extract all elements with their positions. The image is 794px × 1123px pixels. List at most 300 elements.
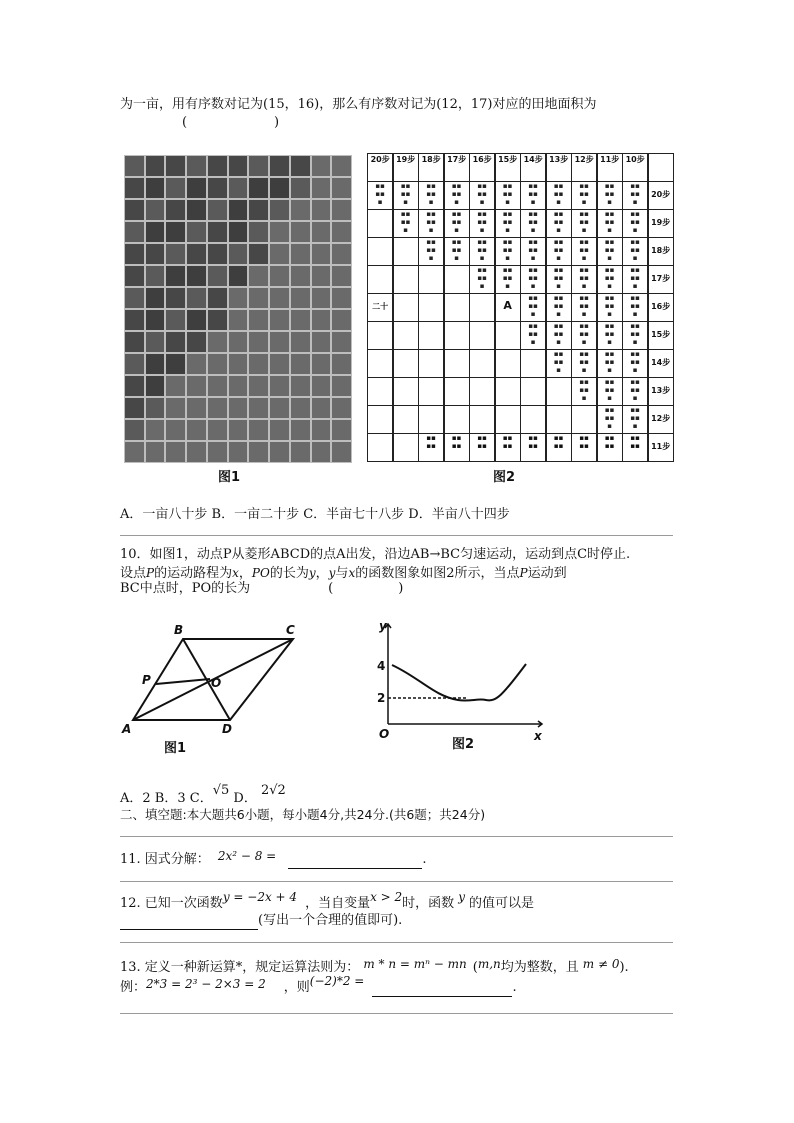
photo-grid-cell [331, 309, 352, 331]
photo-grid-cell [228, 419, 249, 441]
grid-cell: ▪▪ ▪▪ ▪ [393, 209, 419, 238]
photo-grid-cell [228, 287, 249, 309]
photo-grid-cell [165, 199, 186, 221]
label-o: O [211, 676, 222, 690]
grid-cell-twenty: 二十 [367, 293, 393, 322]
q10-fig2-caption: 图2 [452, 737, 475, 752]
grid-cell: ▪▪ ▪▪ ▪ [571, 181, 597, 210]
photo-grid-cell [186, 331, 207, 353]
photo-grid-cell [145, 331, 166, 353]
grid-cell: ▪▪ ▪▪ ▪ [622, 405, 648, 434]
grid-cell: ▪▪ ▪▪ ▪ [495, 209, 521, 238]
photo-grid-cell [331, 199, 352, 221]
q12-line2: (写出一个合理的值即可). [120, 912, 402, 930]
photo-grid-cell [290, 331, 311, 353]
grid-cell [418, 349, 444, 378]
grid-cell: ▪▪ ▪▪ ▪ [469, 181, 495, 210]
photo-grid-cell [331, 177, 352, 199]
function-graph [370, 618, 550, 754]
grid-cell [520, 377, 546, 406]
photo-grid-cell [248, 199, 269, 221]
photo-grid-cell [331, 243, 352, 265]
y-label: y [379, 619, 387, 633]
grid-cell: ▪▪ ▪▪ ▪ [622, 377, 648, 406]
q9-fig1-caption: 图1 [218, 470, 241, 485]
grid-cell: ▪▪ ▪▪ ▪ [622, 237, 648, 266]
photo-grid-cell [207, 419, 228, 441]
photo-grid-cell [186, 441, 207, 463]
photo-grid-cell [311, 265, 332, 287]
tick-2: 2 [377, 691, 386, 705]
photo-grid-cell [165, 177, 186, 199]
grid-cell: ▪▪ ▪▪ ▪ [546, 209, 572, 238]
grid-cell [367, 405, 393, 434]
grid-cell [469, 377, 495, 406]
photo-grid-cell [311, 353, 332, 375]
divider [120, 942, 673, 943]
photo-grid-cell [207, 265, 228, 287]
photo-grid-cell [248, 243, 269, 265]
grid-cell: ▪▪ ▪▪ ▪ [571, 293, 597, 322]
grid-cell: ▪▪ ▪▪ [546, 433, 572, 462]
grid-cell [393, 405, 419, 434]
photo-grid-cell [311, 375, 332, 397]
photo-grid-cell [228, 353, 249, 375]
photo-grid-cell [207, 243, 228, 265]
photo-grid-cell [290, 287, 311, 309]
grid-cell [418, 321, 444, 350]
grid-header-cell: 13步 [546, 153, 572, 182]
photo-grid-cell [186, 287, 207, 309]
photo-grid-cell [228, 441, 249, 463]
grid-cell: ▪▪ ▪▪ [597, 433, 623, 462]
grid-header-cell: 14步 [520, 153, 546, 182]
photo-grid-cell [124, 265, 145, 287]
photo-grid-cell [269, 397, 290, 419]
grid-side-cell: 19步 [648, 209, 674, 238]
label-c: C [286, 623, 295, 637]
grid-cell: ▪▪ ▪▪ ▪ [393, 181, 419, 210]
q10-fig1-caption: 图1 [164, 741, 187, 756]
grid-cell: ▪▪ ▪▪ ▪ [571, 377, 597, 406]
photo-grid-cell [331, 221, 352, 243]
grid-cell [444, 405, 470, 434]
photo-grid-cell [290, 265, 311, 287]
grid-cell: ▪▪ ▪▪ ▪ [546, 181, 572, 210]
grid-cell: ▪▪ ▪▪ ▪ [622, 209, 648, 238]
grid-cell: ▪▪ ▪▪ ▪ [597, 293, 623, 322]
grid-cell: ▪▪ ▪▪ ▪ [571, 265, 597, 294]
photo-grid-cell [165, 397, 186, 419]
q12-answer-blank[interactable] [120, 915, 258, 930]
label-d: D [222, 722, 232, 736]
grid-header-cell: 11步 [597, 153, 623, 182]
photo-grid-cell [311, 397, 332, 419]
photo-grid-cell [311, 441, 332, 463]
grid-cell [393, 237, 419, 266]
photo-grid-cell [248, 375, 269, 397]
grid-cell: ▪▪ ▪▪ ▪ [444, 209, 470, 238]
photo-grid-cell [248, 419, 269, 441]
photo-grid-cell [124, 419, 145, 441]
grid-cell: ▪▪ ▪▪ [469, 433, 495, 462]
photo-grid-cell [248, 397, 269, 419]
photo-grid-cell [165, 309, 186, 331]
grid-cell: ▪▪ ▪▪ ▪ [495, 181, 521, 210]
photo-grid-cell [207, 353, 228, 375]
photo-grid-cell [248, 155, 269, 177]
photo-grid-cell [311, 199, 332, 221]
grid-cell: ▪▪ ▪▪ ▪ [444, 237, 470, 266]
grid-cell: ▪▪ ▪▪ ▪ [597, 209, 623, 238]
photo-grid-cell [290, 397, 311, 419]
photo-grid-cell [145, 397, 166, 419]
photo-grid-cell [248, 353, 269, 375]
photo-grid-cell [331, 353, 352, 375]
photo-grid-cell [145, 221, 166, 243]
grid-cell: ▪▪ ▪▪ [571, 433, 597, 462]
photo-grid-cell [124, 375, 145, 397]
grid-cell: ▪▪ ▪▪ ▪ [571, 209, 597, 238]
grid-header-cell: 17步 [444, 153, 470, 182]
photo-grid-cell [311, 419, 332, 441]
grid-side-cell: 14步 [648, 349, 674, 378]
field-grid-table [367, 153, 673, 461]
grid-cell [520, 405, 546, 434]
photo-grid-cell [331, 419, 352, 441]
q10-line1: 10．如图1，动点P从菱形ABCD的点A出发，沿边AB→BC匀速运动，运动到点C时停止. [120, 547, 631, 562]
grid-cell [367, 377, 393, 406]
grid-cell: ▪▪ ▪▪ ▪ [520, 265, 546, 294]
grid-cell: ▪▪ ▪▪ ▪ [546, 265, 572, 294]
photo-grid-cell [186, 221, 207, 243]
divider [120, 1013, 673, 1014]
grid-cell [444, 293, 470, 322]
photo-grid-cell [145, 287, 166, 309]
grid-cell: ▪▪ ▪▪ ▪ [495, 265, 521, 294]
photo-grid-cell [248, 221, 269, 243]
photo-grid-cell [269, 419, 290, 441]
grid-cell: ▪▪ ▪▪ ▪ [418, 181, 444, 210]
grid-cell: ▪▪ ▪▪ ▪ [597, 321, 623, 350]
section-2-heading: 二、填空题:本大题共6小题，每小题4分,共24分.(共6题；共24分) [120, 807, 486, 822]
grid-cell [393, 265, 419, 294]
grid-side-cell: 12步 [648, 405, 674, 434]
photo-grid-cell [311, 243, 332, 265]
photo-grid-cell [290, 155, 311, 177]
photo-grid-cell [311, 155, 332, 177]
q11-row: 11. 因式分解： 2x² − 8 = . [120, 849, 427, 867]
photo-grid-cell [165, 243, 186, 265]
photo-grid-cell [165, 441, 186, 463]
grid-cell: ▪▪ ▪▪ ▪ [622, 349, 648, 378]
photo-grid-cell [124, 309, 145, 331]
photo-grid-cell [248, 331, 269, 353]
photo-grid-cell [228, 177, 249, 199]
grid-cell [418, 293, 444, 322]
photo-grid-cell [290, 441, 311, 463]
grid-side-cell: 13步 [648, 377, 674, 406]
grid-cell [495, 405, 521, 434]
curve [392, 664, 526, 701]
photo-grid-cell [311, 331, 332, 353]
photo-grid-cell [311, 287, 332, 309]
photo-grid-cell [124, 331, 145, 353]
photo-grid-cell [124, 441, 145, 463]
grid-cell-a: A [495, 293, 521, 322]
photo-grid-cell [145, 243, 166, 265]
photo-grid-cell [290, 419, 311, 441]
photo-grid-cell [228, 331, 249, 353]
photo-grid-cell [269, 221, 290, 243]
photo-grid-cell [228, 221, 249, 243]
photo-grid-cell [269, 265, 290, 287]
grid-cell [495, 349, 521, 378]
grid-cell [367, 237, 393, 266]
grid-cell [444, 265, 470, 294]
photo-grid-cell [124, 397, 145, 419]
photo-grid-cell [331, 287, 352, 309]
label-a: A [122, 722, 132, 736]
q13-answer-blank[interactable] [372, 982, 512, 997]
grid-cell: ▪▪ ▪▪ ▪ [520, 237, 546, 266]
photo-grid-cell [165, 265, 186, 287]
photo-grid-cell [207, 287, 228, 309]
q9-text-line: 为一亩，用有序数对记为(15，16)，那么有序数对记为(12，17)对应的田地面积为 [120, 97, 597, 112]
photo-grid-cell [124, 353, 145, 375]
photo-grid-cell [207, 309, 228, 331]
grid-cell: ▪▪ ▪▪ ▪ [622, 181, 648, 210]
photo-grid-cell [186, 199, 207, 221]
grid-cell [367, 433, 393, 462]
grid-cell [393, 377, 419, 406]
grid-side-cell: 15步 [648, 321, 674, 350]
q13-row: 13. 定义一种新运算*，规定运算法则为： m * n = mⁿ − mn (m,n均为整数，且 m ≠ 0). [120, 957, 629, 975]
photo-grid-cell [165, 375, 186, 397]
grid-cell [546, 405, 572, 434]
photo-grid-cell [290, 375, 311, 397]
grid-cell: ▪▪ ▪▪ ▪ [469, 237, 495, 266]
grid-cell: ▪▪ ▪▪ ▪ [571, 321, 597, 350]
q10-options: A．2 B．3 C．√5 D． 2√2 [120, 783, 286, 806]
grid-cell: ▪▪ ▪▪ ▪ [546, 237, 572, 266]
photo-grid-cell [124, 177, 145, 199]
photo-grid-cell [331, 265, 352, 287]
photo-grid-cell [269, 155, 290, 177]
grid-cell: ▪▪ ▪▪ ▪ [597, 405, 623, 434]
photo-grid-cell [186, 375, 207, 397]
photo-grid-cell [207, 221, 228, 243]
grid-header-cell: 16步 [469, 153, 495, 182]
photo-grid-cell [269, 177, 290, 199]
photo-grid-cell [269, 331, 290, 353]
photo-grid-cell [331, 375, 352, 397]
q10-line3: BC中点时，PO的长为 ( ) [120, 581, 404, 596]
photo-grid-cell [124, 155, 145, 177]
grid-side-cell: 11步 [648, 433, 674, 462]
photo-grid-cell [228, 243, 249, 265]
grid-cell [393, 321, 419, 350]
photo-grid-cell [228, 199, 249, 221]
grid-cell [571, 405, 597, 434]
photo-grid-cell [228, 155, 249, 177]
photo-grid-cell [124, 221, 145, 243]
grid-cell: ▪▪ ▪▪ ▪ [622, 321, 648, 350]
photo-grid-cell [290, 243, 311, 265]
photo-grid-cell [290, 221, 311, 243]
grid-cell: ▪▪ ▪▪ ▪ [571, 349, 597, 378]
photo-grid-cell [269, 287, 290, 309]
grid-cell: ▪▪ ▪▪ ▪ [469, 265, 495, 294]
grid-cell: ▪▪ ▪▪ ▪ [418, 209, 444, 238]
q12-row: 12. 已知一次函数y = −2x + 4 ，当自变量x > 2时，函数 y 的值可以是 [120, 890, 534, 911]
photo-grid-cell [145, 309, 166, 331]
grid-cell [444, 377, 470, 406]
grid-cell [495, 321, 521, 350]
grid-cell: ▪▪ ▪▪ ▪ [520, 293, 546, 322]
grid-cell: ▪▪ ▪▪ [520, 433, 546, 462]
grid-cell: ▪▪ ▪▪ ▪ [571, 237, 597, 266]
photo-grid-cell [145, 375, 166, 397]
photo-grid-cell [228, 375, 249, 397]
q9-options: A．一亩八十步 B．一亩二十步 C．半亩七十八步 D．半亩八十四步 [120, 507, 510, 522]
photo-grid-cell [248, 309, 269, 331]
grid-cell: ▪▪ ▪▪ ▪ [418, 237, 444, 266]
photo-grid-cell [228, 309, 249, 331]
photo-grid-cell [207, 397, 228, 419]
photo-grid-cell [145, 265, 166, 287]
photo-grid-cell [186, 397, 207, 419]
grid-cell [469, 321, 495, 350]
photo-grid-cell [331, 331, 352, 353]
photo-grid-cell [248, 287, 269, 309]
grid-cell [648, 153, 674, 182]
grid-cell [367, 349, 393, 378]
grid-cell: ▪▪ ▪▪ ▪ [546, 349, 572, 378]
photo-grid-cell [165, 287, 186, 309]
photo-grid-cell [186, 265, 207, 287]
photo-grid-cell [186, 177, 207, 199]
photo-grid-cell [165, 155, 186, 177]
grid-cell [495, 377, 521, 406]
grid-cell: ▪▪ ▪▪ ▪ [520, 321, 546, 350]
grid-cell: ▪▪ ▪▪ [444, 433, 470, 462]
photo-grid-cell [207, 441, 228, 463]
photo-grid-cell [290, 199, 311, 221]
grid-cell: ▪▪ ▪▪ ▪ [597, 377, 623, 406]
grid-cell: ▪▪ ▪▪ ▪ [495, 237, 521, 266]
divider [120, 535, 673, 536]
photo-grid-cell [331, 397, 352, 419]
photo-grid-cell [290, 309, 311, 331]
photo-grid-cell [165, 331, 186, 353]
grid-cell: ▪▪ ▪▪ ▪ [622, 293, 648, 322]
grid-cell [418, 405, 444, 434]
origin-label: O [379, 727, 390, 741]
photo-grid-cell [145, 199, 166, 221]
grid-cell: ▪▪ ▪▪ ▪ [444, 181, 470, 210]
photo-grid-cell [207, 199, 228, 221]
grid-cell [469, 405, 495, 434]
grid-cell [520, 349, 546, 378]
photo-grid-cell [145, 177, 166, 199]
photo-grid-cell [165, 353, 186, 375]
grid-header-cell: 12步 [571, 153, 597, 182]
photo-grid-cell [145, 441, 166, 463]
grid-cell: ▪▪ ▪▪ ▪ [367, 181, 393, 210]
photo-grid-cell [207, 375, 228, 397]
photo-grid-cell [186, 309, 207, 331]
grid-side-cell: 16步 [648, 293, 674, 322]
photo-grid-cell [269, 353, 290, 375]
grid-cell [393, 433, 419, 462]
tick-4: 4 [377, 659, 386, 673]
photo-grid-cell [228, 397, 249, 419]
grid-side-cell: 20步 [648, 181, 674, 210]
photo-grid-cell [145, 155, 166, 177]
grid-cell: ▪▪ ▪▪ ▪ [546, 321, 572, 350]
q11-answer-blank[interactable] [288, 854, 422, 869]
photo-grid-cell [290, 353, 311, 375]
ancient-field-photo [124, 155, 352, 463]
grid-side-cell: 18步 [648, 237, 674, 266]
q13-line2: 例：2*3 = 2³ − 2×3 = 2 ，则(−2)*2 = . [120, 974, 517, 995]
photo-grid-cell [311, 177, 332, 199]
photo-grid-cell [186, 419, 207, 441]
grid-cell [367, 321, 393, 350]
grid-cell [444, 321, 470, 350]
photo-grid-cell [290, 177, 311, 199]
photo-grid-cell [269, 243, 290, 265]
segment-po [156, 679, 210, 684]
photo-grid-cell [124, 243, 145, 265]
grid-cell: ▪▪ ▪▪ ▪ [546, 293, 572, 322]
grid-cell: ▪▪ ▪▪ ▪ [469, 209, 495, 238]
grid-cell: ▪▪ ▪▪ [418, 433, 444, 462]
q9-paren-open: ( [182, 115, 188, 130]
grid-cell [418, 377, 444, 406]
grid-cell: ▪▪ ▪▪ ▪ [597, 265, 623, 294]
photo-grid-cell [331, 155, 352, 177]
photo-grid-cell [248, 265, 269, 287]
photo-grid-cell [124, 199, 145, 221]
grid-cell [444, 349, 470, 378]
photo-grid-cell [269, 199, 290, 221]
grid-cell [393, 293, 419, 322]
grid-cell: ▪▪ ▪▪ ▪ [520, 181, 546, 210]
grid-header-cell: 15步 [495, 153, 521, 182]
grid-header-cell: 10步 [622, 153, 648, 182]
photo-grid-cell [145, 353, 166, 375]
photo-grid-cell [331, 441, 352, 463]
grid-cell [393, 349, 419, 378]
q9-paren-close: ) [274, 115, 280, 130]
photo-grid-cell [207, 177, 228, 199]
label-p: P [142, 673, 151, 687]
grid-cell [418, 265, 444, 294]
grid-cell [546, 377, 572, 406]
photo-grid-cell [207, 155, 228, 177]
divider [120, 881, 673, 882]
photo-grid-cell [248, 441, 269, 463]
grid-cell [367, 265, 393, 294]
photo-grid-cell [165, 419, 186, 441]
grid-cell: ▪▪ ▪▪ [495, 433, 521, 462]
grid-cell: ▪▪ ▪▪ ▪ [597, 349, 623, 378]
grid-cell: ▪▪ ▪▪ ▪ [597, 181, 623, 210]
grid-cell [469, 293, 495, 322]
photo-grid-cell [269, 441, 290, 463]
